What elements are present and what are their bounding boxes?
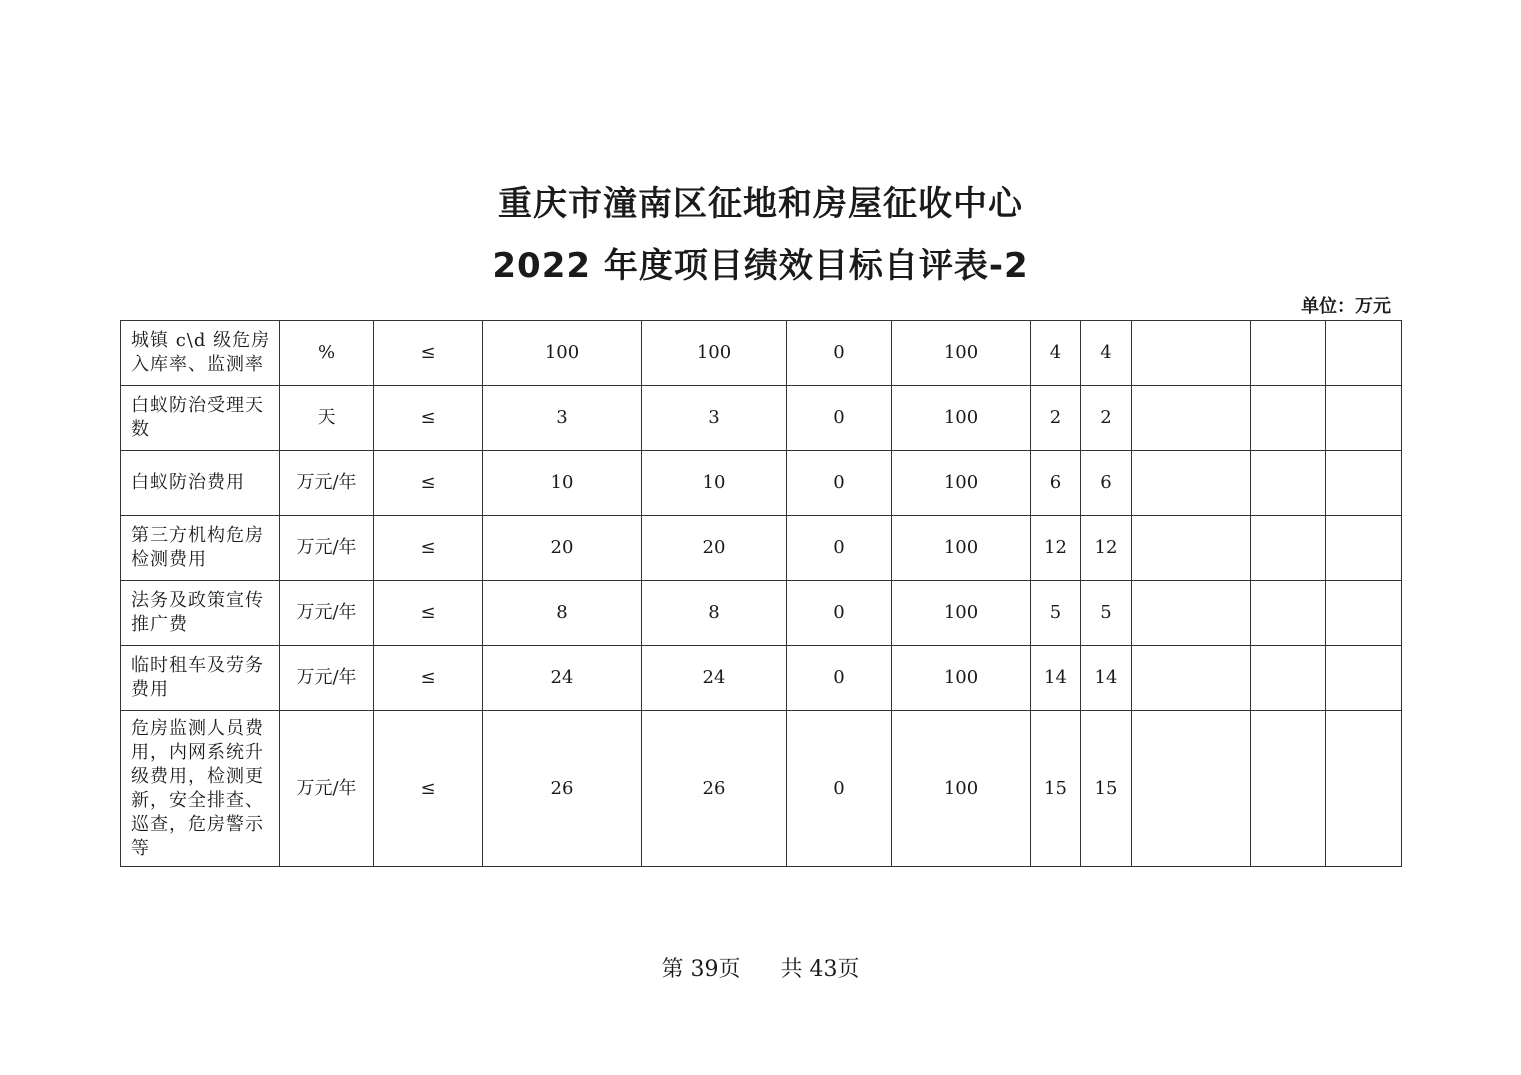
cell-value: 100 (892, 386, 1031, 451)
cell-value: 100 (892, 581, 1031, 646)
cell-value: 100 (483, 321, 642, 386)
cell-empty (1132, 386, 1251, 451)
indicator-name: 法务及政策宣传推广费 (121, 581, 280, 646)
cell-value: 2 (1081, 386, 1132, 451)
cell-value: 100 (642, 321, 787, 386)
indicator-unit: 万元/年 (280, 451, 374, 516)
table-row (121, 711, 1402, 867)
cell-empty (1326, 516, 1402, 581)
cell-empty (1326, 581, 1402, 646)
cell-empty (1326, 321, 1402, 386)
cell-value: 0 (787, 451, 892, 516)
cell-empty (1326, 646, 1402, 711)
table-row (121, 646, 1402, 711)
cell-empty (1132, 451, 1251, 516)
indicator-operator: ≤ (374, 451, 483, 516)
page-number: 第 39页 (661, 957, 741, 982)
cell-value: 12 (1031, 516, 1081, 581)
cell-empty (1251, 386, 1326, 451)
indicator-unit: 万元/年 (280, 711, 374, 867)
cell-value: 24 (642, 646, 787, 711)
table-row (121, 581, 1402, 646)
indicator-operator: ≤ (374, 711, 483, 867)
cell-empty (1251, 321, 1326, 386)
cell-empty (1251, 516, 1326, 581)
cell-value: 3 (642, 386, 787, 451)
cell-empty (1132, 711, 1251, 867)
cell-empty (1132, 581, 1251, 646)
indicator-name: 第三方机构危房检测费用 (121, 516, 280, 581)
indicator-operator: ≤ (374, 516, 483, 581)
cell-value: 10 (642, 451, 787, 516)
cell-value: 0 (787, 711, 892, 867)
page-total: 共 43页 (780, 957, 860, 982)
cell-value: 100 (892, 711, 1031, 867)
cell-value: 12 (1081, 516, 1132, 581)
unit-label: 单位：万元 (1301, 296, 1391, 317)
cell-value: 15 (1031, 711, 1081, 867)
table-row (121, 386, 1402, 451)
indicator-name: 城镇 c\d 级危房入库率、监测率 (121, 321, 280, 386)
cell-empty (1326, 451, 1402, 516)
cell-value: 20 (483, 516, 642, 581)
cell-value: 20 (642, 516, 787, 581)
cell-value: 3 (483, 386, 642, 451)
cell-value: 14 (1081, 646, 1132, 711)
cell-value: 5 (1031, 581, 1081, 646)
table-row (121, 321, 1402, 386)
cell-value: 100 (892, 516, 1031, 581)
cell-empty (1132, 516, 1251, 581)
cell-empty (1132, 321, 1251, 386)
cell-value: 26 (483, 711, 642, 867)
cell-value: 0 (787, 581, 892, 646)
indicator-unit: 万元/年 (280, 516, 374, 581)
cell-value: 10 (483, 451, 642, 516)
table-row (121, 516, 1402, 581)
indicator-unit: 万元/年 (280, 646, 374, 711)
cell-empty (1251, 711, 1326, 867)
page-subtitle: 2022 年度项目绩效目标自评表-2 (492, 246, 1029, 286)
indicator-unit: 万元/年 (280, 581, 374, 646)
cell-value: 100 (892, 451, 1031, 516)
indicator-operator: ≤ (374, 386, 483, 451)
cell-value: 0 (787, 321, 892, 386)
cell-value: 4 (1031, 321, 1081, 386)
indicator-unit: 天 (280, 386, 374, 451)
cell-value: 8 (483, 581, 642, 646)
cell-value: 26 (642, 711, 787, 867)
cell-value: 4 (1081, 321, 1132, 386)
cell-empty (1251, 646, 1326, 711)
cell-value: 14 (1031, 646, 1081, 711)
cell-value: 5 (1081, 581, 1132, 646)
cell-value: 24 (483, 646, 642, 711)
indicator-operator: ≤ (374, 646, 483, 711)
cell-value: 0 (787, 386, 892, 451)
indicator-name: 危房监测人员费用，内网系统升级费用，检测更新，安全排查、巡查，危房警示等 (121, 711, 280, 867)
performance-table (120, 320, 1402, 867)
indicator-name: 白蚁防治费用 (121, 451, 280, 516)
cell-value: 6 (1081, 451, 1132, 516)
indicator-operator: ≤ (374, 321, 483, 386)
page-footer (0, 952, 1521, 983)
indicator-name: 临时租车及劳务费用 (121, 646, 280, 711)
cell-value: 100 (892, 646, 1031, 711)
indicator-operator: ≤ (374, 581, 483, 646)
cell-value: 2 (1031, 386, 1081, 451)
cell-value: 0 (787, 516, 892, 581)
cell-value: 0 (787, 646, 892, 711)
cell-value: 6 (1031, 451, 1081, 516)
table-row (121, 451, 1402, 516)
cell-empty (1251, 451, 1326, 516)
cell-empty (1251, 581, 1326, 646)
indicator-name: 白蚁防治受理天数 (121, 386, 280, 451)
cell-empty (1326, 386, 1402, 451)
cell-value: 100 (892, 321, 1031, 386)
cell-empty (1132, 646, 1251, 711)
cell-value: 8 (642, 581, 787, 646)
cell-empty (1326, 711, 1402, 867)
indicator-unit: % (280, 321, 374, 386)
cell-value: 15 (1081, 711, 1132, 867)
page-title: 重庆市潼南区征地和房屋征收中心 (498, 184, 1023, 224)
